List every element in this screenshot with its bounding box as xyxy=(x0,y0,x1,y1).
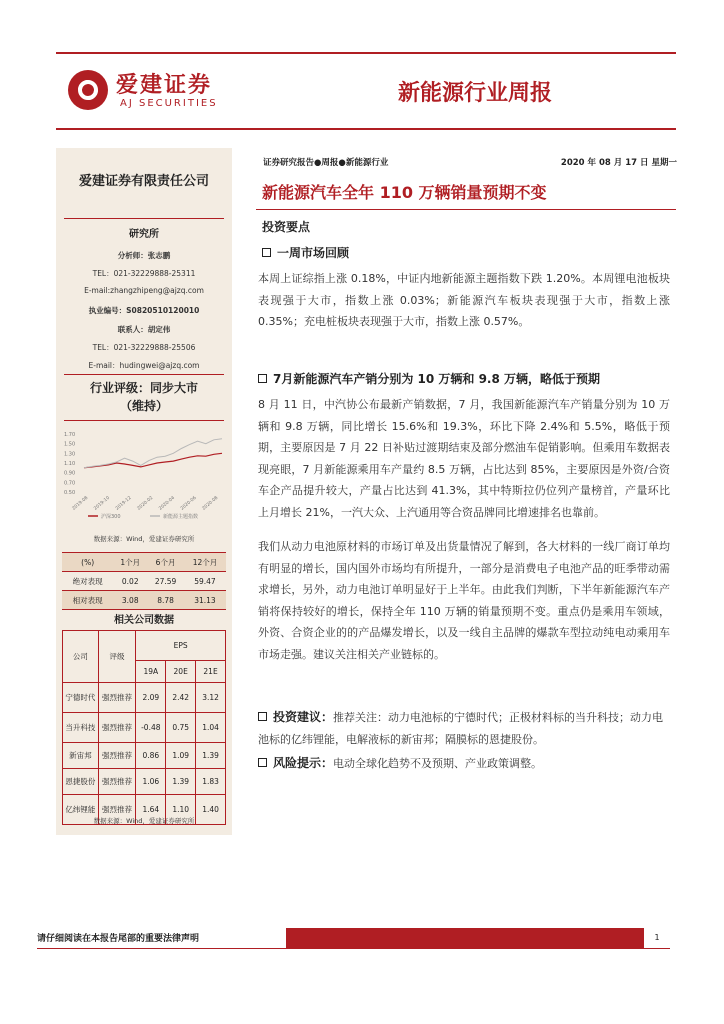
y-tick-label: 0.90 xyxy=(64,470,76,477)
table-header-cell: 公司 xyxy=(63,631,99,683)
checkbox-square-icon xyxy=(258,712,267,721)
industry-rating xyxy=(56,379,232,415)
market-review-paragraph: 本周上证综指上涨 0.18%，中证内地新能源主题指数下跌 1.20%。本周锂电池板块表现强于大市，指数上涨 0.03%；新能源汽车板块表现强于大市，指数上涨 0.35%；充电桩板块表现强于大市，指数上涨 0.57%。 xyxy=(258,272,670,328)
section-sales-heading xyxy=(258,370,600,387)
table-cell: 1.83 xyxy=(196,769,226,795)
license-number: 执业编号：S0820510120010 xyxy=(88,306,200,315)
table-cell: -0.48 xyxy=(136,713,166,743)
table-row xyxy=(63,683,226,713)
company-data-title: 相关公司数据 xyxy=(114,615,174,626)
checkbox-square-icon xyxy=(262,248,271,257)
sales-paragraph: 8 月 11 日，中汽协公布最新产销数据，7 月，我国新能源汽车产销量分别为 10 万辆和 9.8 万辆，同比增长 15.6%和 19.3%，环比下降 2.4%和 5.5%，略低于预期，主要原因是 7 月 22 日补贴过渡期结束及部分燃油车促销影响。但乘用车数据表现亮眼，7 月新能源乘用车产量约 8.5 万辆，占比达到 85%，主要原因是外资/合资车企产品提升较大，产量占比达到 41.3%，其中特斯拉仍位列产量榜首，产量环比上月增长 21%，一汽大众、上汽通用等合资品牌同比增速排名也靠前。 xyxy=(258,398,670,519)
risk-warning-text: 电动全球化趋势不及预期、产业政策调整。 xyxy=(333,757,543,770)
checkbox-square-icon xyxy=(258,374,267,383)
report-type-title: 新能源行业周报 xyxy=(397,81,552,106)
logo-chinese-name: 爱建证券 xyxy=(116,73,213,98)
table-header-cell: 1个月 xyxy=(113,553,147,572)
outlook-paragraph: 我们从动力电池原材料的市场订单及出货量情况了解到，各大材料的一线厂商订单均有明显的增长，国内国外市场均有所提升，一部分是消费电子电池产品的旺季带动需求增长，另外，动力电池订单明显好于上半年。由此我们判断，下半年新能源汽车产销将保持较好的增长，保持全年 110 万辆的销量预期不变。重点仍是乘用车领域，外资、合资企业的的产品爆发增长，以及一线自主品牌的爆款车型拉动纯电动乘用车市场走强。建议关注相关产业链标的。 xyxy=(258,540,670,661)
table-cell: 59.47 xyxy=(184,572,226,591)
company-logo xyxy=(68,66,228,118)
table-header-row xyxy=(63,631,226,661)
table-header-cell: 19A xyxy=(136,661,166,683)
x-tick-label: 2020-04 xyxy=(158,495,176,512)
investment-advice-label: 投资建议： xyxy=(273,710,334,724)
x-tick-label: 2019-10 xyxy=(93,495,111,512)
x-tick-label: 2020-08 xyxy=(201,495,220,512)
table-cell: 2.09 xyxy=(136,683,166,713)
logo-english-name: AJ SECURITIES xyxy=(120,98,218,109)
table-cell: 2.42 xyxy=(166,683,196,713)
table-header-cell: 20E xyxy=(166,661,196,683)
legend-label: 沪深300 xyxy=(101,514,121,520)
sidebar-divider xyxy=(64,420,224,421)
table-cell: 强烈推荐 xyxy=(98,683,136,713)
x-tick-label: 2020-02 xyxy=(136,495,155,512)
y-tick-label: 1.70 xyxy=(64,432,76,438)
table-header-row xyxy=(62,553,226,572)
performance-table xyxy=(62,552,226,610)
page-number: 1 xyxy=(654,933,660,942)
report-date: 2020 年 08 月 17 日 星期一 xyxy=(560,158,677,168)
table-header-cell: 12个月 xyxy=(184,553,226,572)
table-cell: 0.86 xyxy=(136,743,166,769)
y-tick-label: 0.70 xyxy=(64,480,76,487)
table-cell: 8.78 xyxy=(147,591,184,610)
analyst-name: 分析师：张志鹏 xyxy=(117,251,171,260)
table-cell: 1.09 xyxy=(166,743,196,769)
table-cell: 1.10 xyxy=(166,795,196,825)
company-data-source-note: 数据来源：Wind，爱建证券研究所 xyxy=(93,817,195,825)
checkbox-square-icon xyxy=(258,758,267,767)
table-row xyxy=(63,769,226,795)
table-cell: 强烈推荐 xyxy=(98,795,136,825)
table-cell: 宁德时代 xyxy=(63,683,99,713)
logo-emblem-icon xyxy=(68,70,108,110)
index-performance-chart xyxy=(62,428,226,524)
page-title: 新能源汽车全年 110 万辆销量预期不变 xyxy=(262,183,547,202)
analyst-phone: TEL：021-32229888-25311 xyxy=(92,269,196,278)
table-header-cell: (%) xyxy=(62,553,113,572)
table-cell: 1.40 xyxy=(196,795,226,825)
table-row xyxy=(62,591,226,610)
table-cell: 1.39 xyxy=(166,769,196,795)
table-cell: 新宙邦 xyxy=(63,743,99,769)
table-cell: 恩捷股份 xyxy=(63,769,99,795)
section-title-text: 一周市场回顾 xyxy=(277,246,350,260)
contact-email[interactable]: E-mail：hudingwei@ajzq.com xyxy=(88,361,200,370)
table-cell: 1.06 xyxy=(136,769,166,795)
title-divider xyxy=(256,209,676,210)
risk-warning-label: 风险提示： xyxy=(273,756,334,770)
y-tick-label: 1.10 xyxy=(64,461,76,467)
sidebar xyxy=(56,148,232,835)
y-tick-label: 0.50 xyxy=(64,490,76,496)
research-institute-label: 研究所 xyxy=(129,229,159,240)
table-cell: 1.04 xyxy=(196,713,226,743)
x-tick-label: 2020-06 xyxy=(179,495,198,512)
section-title-text: 7月新能源汽车产销分别为 10 万辆和 9.8 万辆，略低于预期 xyxy=(273,372,601,386)
table-cell: 强烈推荐 xyxy=(98,743,136,769)
table-cell: 强烈推荐 xyxy=(98,713,136,743)
series-line xyxy=(84,453,222,468)
table-row xyxy=(63,713,226,743)
table-header-cell: 6个月 xyxy=(147,553,184,572)
legend-label: 新能源主题指数 xyxy=(163,514,199,520)
table-cell: 1.39 xyxy=(196,743,226,769)
x-tick-label: 2019-12 xyxy=(114,495,133,512)
rating-line: 行业评级：同步大市 xyxy=(89,381,198,395)
table-cell: 31.13 xyxy=(184,591,226,610)
contact-name: 联系人：胡定伟 xyxy=(117,325,171,334)
footer-rule xyxy=(37,948,670,949)
x-tick-label: 2019-08 xyxy=(71,495,90,512)
table-cell: 3.08 xyxy=(113,591,147,610)
table-header-cell: EPS xyxy=(136,631,226,661)
table-cell: 强烈推荐 xyxy=(98,769,136,795)
rating-status: （维持） xyxy=(119,399,168,413)
table-cell: 绝对表现 xyxy=(62,572,113,591)
key-points-heading: 投资要点 xyxy=(262,220,311,234)
contact-phone: TEL：021-32229888-25506 xyxy=(92,343,196,352)
table-cell: 亿纬锂能 xyxy=(63,795,99,825)
breadcrumb: 证券研究报告●周报●新能源行业 xyxy=(263,158,389,168)
legal-disclaimer-link[interactable]: 请仔细阅读在本报告尾部的重要法律声明 xyxy=(37,934,200,944)
chart-source-note: 数据来源：Wind，爱建证券研究所 xyxy=(93,535,195,543)
header-bottom-rule xyxy=(56,128,676,130)
header-top-rule xyxy=(56,52,676,54)
section-market-review-heading xyxy=(262,244,349,261)
sidebar-divider xyxy=(64,218,224,219)
table-cell: 1.64 xyxy=(136,795,166,825)
sidebar-divider xyxy=(64,374,224,375)
table-cell: 27.59 xyxy=(147,572,184,591)
table-row xyxy=(62,572,226,591)
sidebar-company-name: 爱建证券有限责任公司 xyxy=(78,174,209,189)
table-cell: 当升科技 xyxy=(63,713,99,743)
table-row xyxy=(63,743,226,769)
table-cell: 3.12 xyxy=(196,683,226,713)
investment-advice-text: 推荐关注：动力电池标的宁德时代；正极材料标的当升科技；动力电池标的亿纬锂能，电解液标的新宙邦；隔膜标的恩捷股份。 xyxy=(258,711,664,746)
table-header-cell: 21E xyxy=(196,661,226,683)
risk-warning xyxy=(258,753,670,775)
investment-advice xyxy=(258,707,670,750)
y-tick-label: 1.50 xyxy=(64,441,76,448)
table-cell: 0.02 xyxy=(113,572,147,591)
table-cell: 0.75 xyxy=(166,713,196,743)
table-header-cell: 评级 xyxy=(98,631,136,683)
table-cell: 相对表现 xyxy=(62,591,113,610)
y-tick-label: 1.30 xyxy=(64,451,76,458)
analyst-email[interactable]: E-mail:zhangzhipeng@ajzq.com xyxy=(84,286,204,295)
company-data-table xyxy=(62,630,226,825)
footer-bar xyxy=(286,928,644,948)
